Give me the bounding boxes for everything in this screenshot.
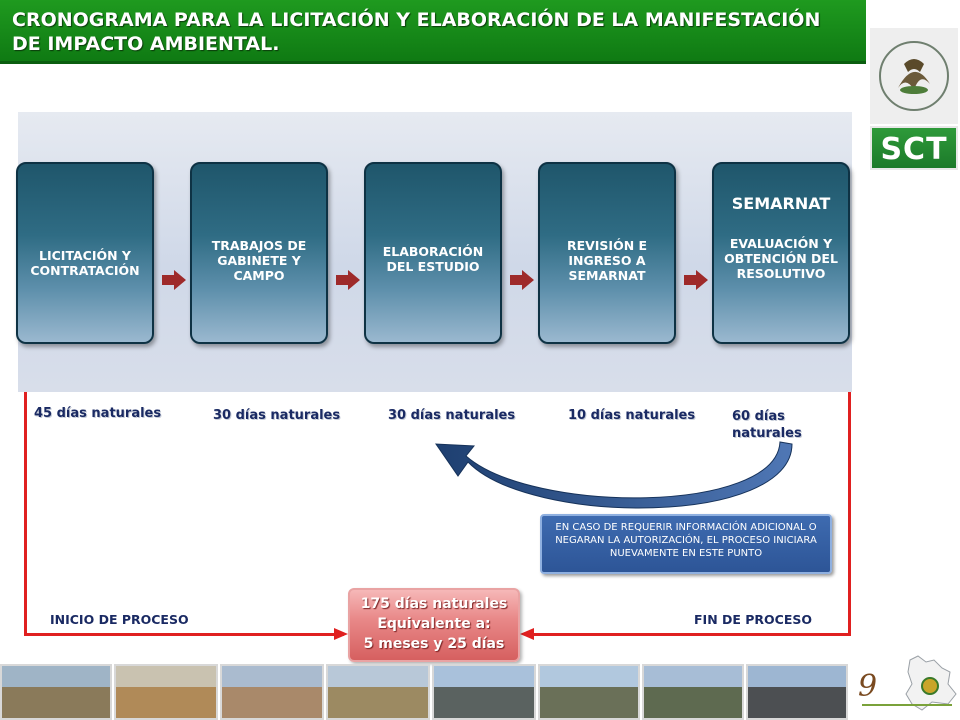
frame-bottom-right-line (528, 633, 851, 636)
road-photo (642, 664, 744, 720)
sct-brand: SCT (870, 126, 958, 170)
road-photo (432, 664, 536, 720)
step-label: LICITACIÓN Y CONTRATACIÓN (30, 248, 140, 278)
road-photo (538, 664, 640, 720)
step-label: EVALUACIÓN Y OBTENCIÓN DEL RESOLUTIVO (724, 236, 838, 281)
arrow-into-total-right-icon (520, 626, 534, 642)
foro-logo-icon (852, 654, 960, 720)
step-box-elaboracion (364, 162, 502, 344)
step-box-revision (538, 162, 676, 344)
svg-text:9: 9 (858, 669, 878, 704)
frame-left-line (24, 392, 27, 636)
page-title-text: CRONOGRAMA PARA LA LICITACIÓN Y ELABORACIÓN DE LA MANIFESTACIÓN DE IMPACTO AMBIENTAL. (12, 9, 821, 55)
total-equivalent-label: Equivalente a: (377, 616, 491, 632)
frame-right-line (848, 392, 851, 636)
total-months: 5 meses y 25 días (363, 636, 505, 652)
flow-arrow-icon (684, 270, 708, 290)
mexico-seal-icon (870, 28, 958, 124)
flow-arrow-icon (336, 270, 360, 290)
sct-logo (866, 28, 960, 170)
frame-bottom-left-line (24, 633, 344, 636)
duration-trabajos: 30 días naturales (213, 408, 341, 423)
total-duration-box (348, 588, 520, 662)
restart-note: EN CASO DE REQUERIR INFORMACIÓN ADICIONAL O NEGARAN LA AUTORIZACIÓN, EL PROCESO INICIARA NUEVAMENTE EN ESTE PUNTO (540, 514, 832, 574)
process-end-label: FIN DE PROCESO (694, 612, 813, 627)
step-box-semarnat (712, 162, 850, 344)
duration-semarnat: 60 días naturales (732, 409, 802, 441)
step-heading: SEMARNAT (731, 194, 831, 213)
flow-arrow-icon (162, 270, 186, 290)
road-photo (220, 664, 324, 720)
page-title (0, 0, 866, 64)
duration-revision: 10 días naturales (568, 408, 696, 423)
road-photo (0, 664, 112, 720)
step-label: TRABAJOS DE GABINETE Y CAMPO (211, 238, 307, 283)
total-days: 175 días naturales (360, 596, 508, 612)
photo-strip (0, 664, 848, 720)
step-box-trabajos (190, 162, 328, 344)
process-start-label: INICIO DE PROCESO (50, 612, 189, 627)
arrow-into-total-left-icon (334, 626, 348, 642)
step-label: ELABORACIÓN DEL ESTUDIO (382, 244, 484, 274)
duration-licitacion: 45 días naturales (34, 406, 162, 421)
step-label: REVISIÓN E INGRESO A SEMARNAT (566, 238, 648, 283)
road-photo (746, 664, 848, 720)
flow-arrow-icon (510, 270, 534, 290)
duration-elaboracion: 30 días naturales (388, 408, 516, 423)
road-photo (114, 664, 218, 720)
road-photo (326, 664, 430, 720)
step-box-licitacion (16, 162, 154, 344)
